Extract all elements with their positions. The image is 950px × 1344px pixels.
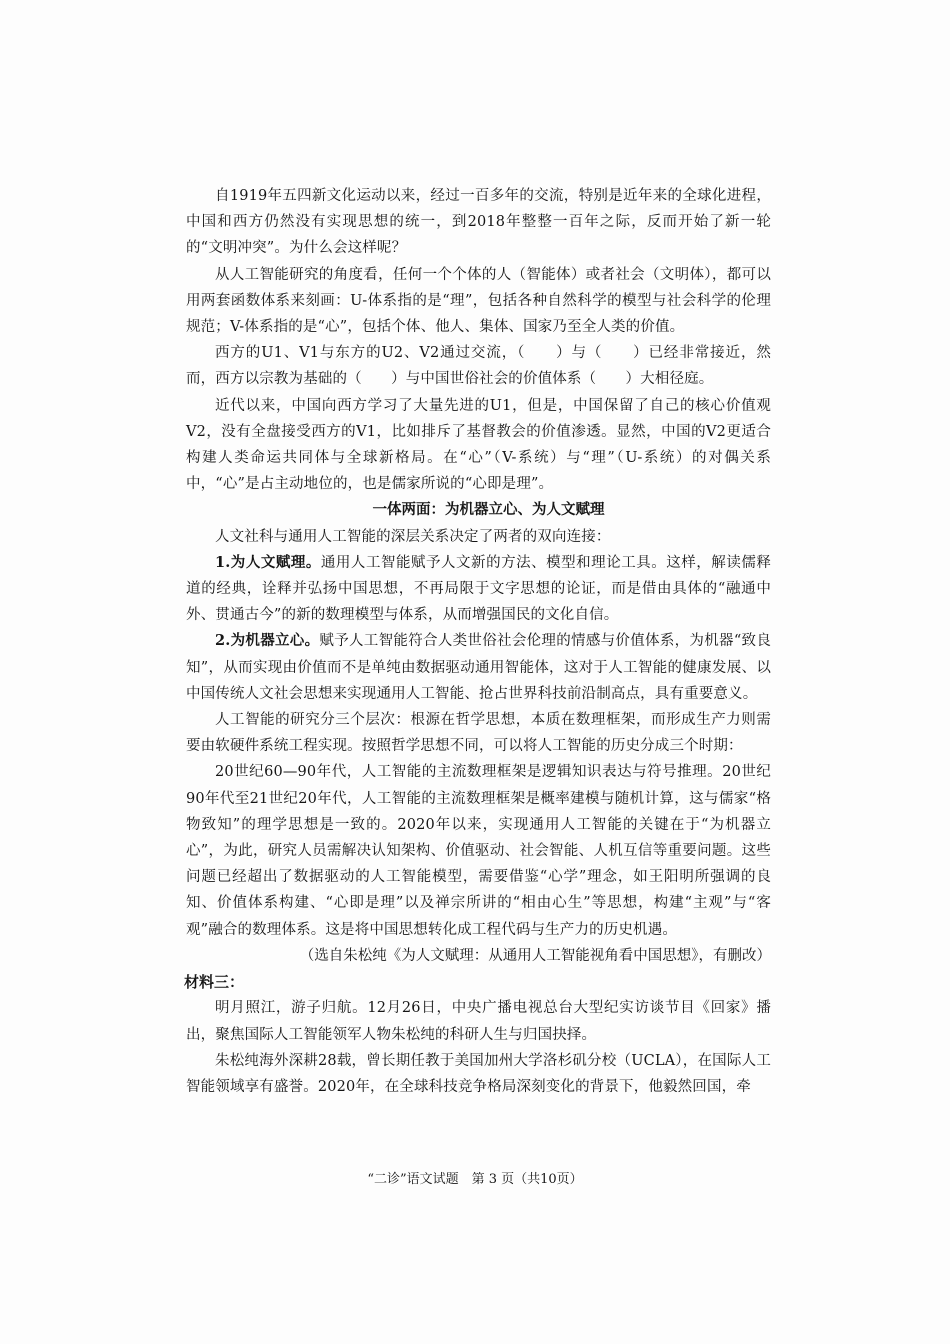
point-1-title: 1.为人文赋理。 — [215, 553, 321, 571]
paragraph-point-2 — [186, 628, 771, 707]
point-1-text: 通用人工智能赋予人文新的方法、模型和理论工具。这样，解读儒释道的经典，诠释并弘扬中国思想，不再局限于文字思想的论证，而是借由具体的“融通中外、贯通古今”的新的数理模型与体系，从而增强国民的文化自信。 — [186, 554, 772, 624]
paragraph: 人文社科与通用人工智能的深层关系决定了两者的双向连接： — [215, 528, 611, 545]
material-label: 材料三： — [184, 973, 245, 992]
point-2-text: 赋予人工智能符合人类世俗社会伦理的情感与价值体系，为机器“致良知”，从而实现由价值而不是单纯由数据驱动通用智能体，这对于人工智能的健康发展、以中国传统人文社会思想来实现通用人工智能、抢占世界科技前沿制高点，具有重要意义。 — [186, 633, 772, 702]
article-body — [186, 183, 771, 1100]
paragraph: 明月照江，游子归航。12月26日，中央广播电视总台大型纪实访谈节目《回家》播出，聚焦国际人工智能领军人物朱松纯的科研人生与归国抉择。 — [186, 1000, 771, 1043]
paragraph: 人工智能的研究分三个层次：根源在哲学思想，本质在数理框架，而形成生产力则需要由软硬件系统工程实现。按照哲学思想不同，可以将人工智能的历史分成三个时期： — [186, 712, 771, 755]
paragraph: 20世纪60—90年代，人工智能的主流数理框架是逻辑知识表达与符号推理。20世纪90年代至21世纪20年代，人工智能的主流数理框架是概率建模与随机计算，这与儒家“格物致知”的理学思想是一致的。2020年以来，实现通用人工智能的关键在于“为机器立心”，为此，研究人员需解决认知架构、价值驱动、社会智能、人机互信等重要问题。这些问题已经超出了数据驱动的人工智能模型，需要借鉴“心学”理念，如王阳明所强调的良知、价值体系构建、“心即是理”以及禅宗所讲的“相由心生”等思想，构建“主观”与“客观”融合的数理体系。这是将中国思想转化成工程代码与生产力的历史机遇。 — [186, 764, 771, 938]
paragraph-with-blanks: 西方的U1、V1与东方的U2、V2通过交流，（ ）与（ ）已经非常接近，然而，西方以宗教为基础的（ ）与中国世俗社会的价值体系（ ）大相径庭。 — [186, 345, 771, 388]
section-heading: 一体两面：为机器立心、为人文赋理 — [372, 501, 605, 519]
point-2-title: 2.为机器立心。 — [215, 632, 320, 650]
paragraph: 从人工智能研究的角度看，任何一个个体的人（智能体）或者社会（文明体），都可以用两套函数体系来刻画：U-体系指的是“理”，包括各种自然科学的模型与社会科学的伦理规范；V-体系指的是“心”，包括个体、他人、集体、国家乃至全人类的价值。 — [186, 266, 771, 336]
paragraph: 朱松纯海外深耕28载，曾长期任教于美国加州大学洛杉矶分校（UCLA），在国际人工智能领域享有盛誉。2020年，在全球科技竞争格局深刻变化的背景下，他毅然回国，牵 — [186, 1052, 771, 1095]
page-footer: “二诊”语文试题 第 3 页（共10页） — [367, 1172, 583, 1187]
paragraph: 近代以来，中国向西方学习了大量先进的U1，但是，中国保留了自己的核心价值观V2，没有全盘接受西方的V1，比如排斥了基督教会的价值渗透。显然，中国的V2更适合构建人类命运共同体与全球新格局。在“心”（V-系统）与“理”（U-系统）的对偶关系中，“心”是占主动地位的，也是儒家所说的“心即是理”。 — [186, 397, 771, 493]
source-citation: （选自朱松纯《为人文赋理：从通用人工智能视角看中国思想》，有删改） — [299, 947, 771, 964]
paragraph-point-1 — [186, 550, 771, 629]
paragraph: 自1919年五四新文化运动以来，经过一百多年的交流，特别是近年来的全球化进程，中国和西方仍然没有实现思想的统一，到2018年整整一百年之际，反而开始了新一轮的“文明冲突”。为什么会这样呢？ — [186, 188, 771, 257]
